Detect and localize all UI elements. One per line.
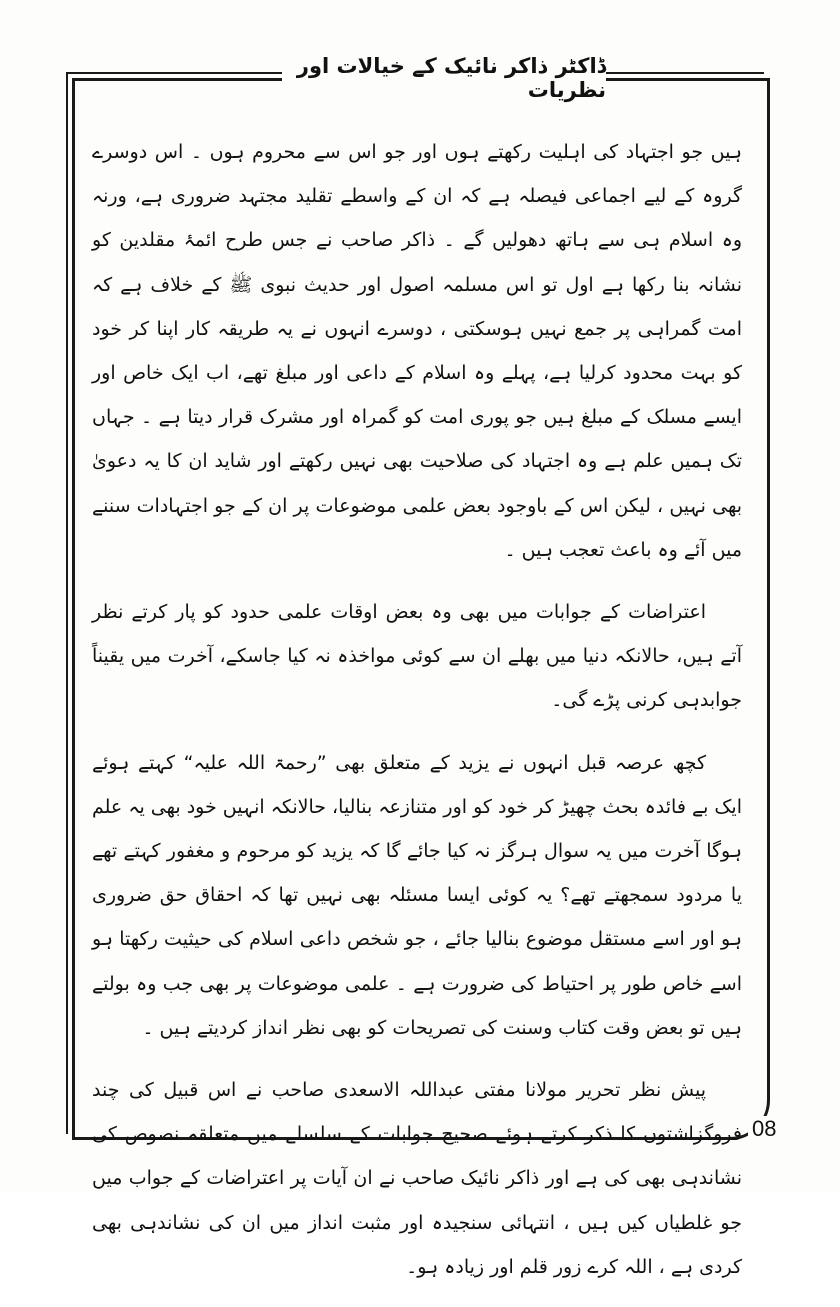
body-text [92,130,742,1307]
running-header [282,54,606,102]
paragraph-2: اعتراضات کے جوابات میں بھی وہ بعض اوقات علمی حدود کو پار کرتے نظر آتے ہیں، حالانکہ دنیا میں بھلے ان سے کوئی مواخذہ نہ کیا جاسکے، آخرت میں یقیناً جوابدہی کرنی پڑے گی۔ [92,601,742,712]
page-number: 08 [748,1116,780,1142]
paragraph-4: پیش نظر تحریر مولانا مفتی عبداللہ الاسعدی صاحب نے اس قبیل کی چند فروگزاشتوں کا ذکر کرتے ہوئے صحیح جوابات کے سلسلے میں متعلقہ نصوص کی نشاندہی بھی کی ہے اور ذاکر نائیک صاحب نے ان آیات پر اعتراضات کے جواب میں جو غلطیاں کیں ہیں ، انتہائی سنجیدہ اور مثبت انداز میں ان کی نشاندہی بھی کردی ہے ، اللہ کرے زور قلم اور زیادہ ہو۔ [92,1079,742,1278]
paragraph-3: کچھ عرصہ قبل انہوں نے یزید کے متعلق بھی ”رحمۃ اللہ علیہ“ کہتے ہوئے ایک بے فائدہ بحث چھیڑ کر خود کو اور متنازعہ بنالیا، حالانکہ انہیں خود بھی یہ علم ہوگا آخرت میں یہ سوال ہرگز نہ کیا جائے گا کہ یزید کو مرحوم و مغفور کہتے تھے یا مردود سمجھتے تھے؟ یہ کوئی ایسا مسئلہ بھی نہیں تھا کہ احقاق حق ضروری ہو اور اسے مستقل موضوع بنالیا جائے ، جو شخص داعی اسلام کی حیثیت رکھتا ہو اسے خاص طور پر احتیاط کی ضرورت ہے ۔ علمی موضوعات پر بھی جب وہ بولتے ہیں تو بعض وقت کتاب وسنت کی تصریحات کو بھی نظر انداز کردیتے ہیں ۔ [92,751,742,1039]
paragraph-1: ہیں جو اجتہاد کی اہلیت رکھتے ہوں اور جو اس سے محروم ہوں ۔ اس دوسرے گروہ کے لیے اجماعی فیصلہ ہے کہ ان کے واسطے تقلید مجتہد ضروری ہے، ورنہ وہ اسلام ہی سے ہاتھ دھولیں گے ۔ ذاکر صاحب نے جس طرح ائمۂ مقلدین کو نشانہ بنا رکھا ہے اول تو اس مسلمہ اصول اور حدیث نبوی ﷺ کے خلاف ہے کہ امت گمراہی پر جمع نہیں ہوسکتی ، دوسرے انہوں نے یہ طریقہ کار اپنا کر خود کو بہت محدود کرلیا ہے، پہلے وہ اسلام کے داعی اور مبلغ تھے، اب ایک خاص اور ایسے مسلک کے مبلغ ہیں جو پوری امت کو گمراہ اور مشرک قرار دیتا ہے ۔ جہاں تک ہمیں علم ہے وہ اجتہاد کی صلاحیت بھی نہیں رکھتے اور شاید ان کا یہ دعویٰ بھی نہیں ، لیکن اس کے باوجود بعض علمی موضوعات پر ان کے جو اجتہادات سننے میں آئے وہ باعث تعجب ہیں ۔ [92,141,742,561]
header-title: ڈاکٹر ذاکر نائیک کے خیالات اور نظریات [296,54,606,102]
